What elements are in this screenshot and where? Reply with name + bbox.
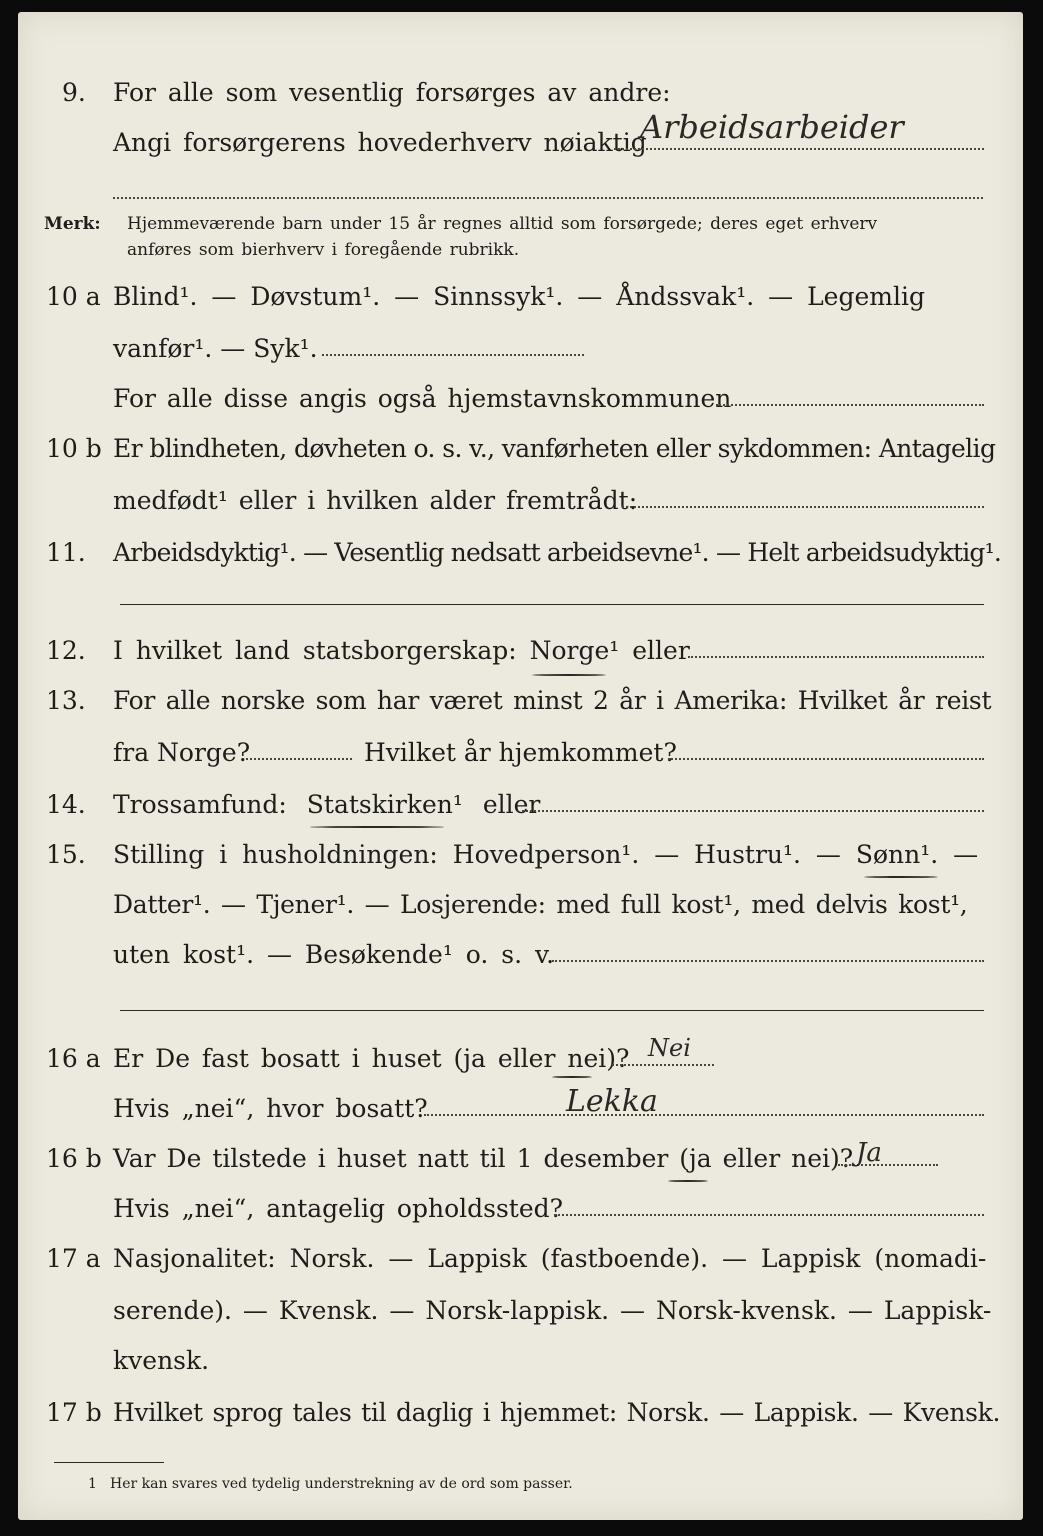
handwritten-answer-9: Arbeidsarbeider [640,108,904,146]
question-16b-line-1: Var De tilstede i huset natt til 1 desember (ja eller nei)? [113,1144,854,1173]
question-16a-line-2: Hvis „nei“, hvor bosatt? [113,1094,428,1123]
answer-line-16b-2 [554,1214,984,1216]
handwritten-answer-16a-2: Lekka [566,1084,658,1119]
question-12-number: 12. [46,636,86,665]
question-13-line-1: For alle norske som har været minst 2 år i Amerika: Hvilket år reist [113,686,992,715]
answer-line-16b-1 [838,1164,938,1166]
separator-rule-15 [120,1010,984,1011]
question-16b-line-2: Hvis „nei“, antagelig opholdssted? [113,1194,564,1223]
separator-rule-11 [120,604,984,605]
question-10a-line-2: vanfør¹. — Syk¹. [113,334,318,363]
footnote-text: Her kan svares ved tydelig understrekning av de ord som passer. [110,1476,573,1492]
question-9-line-2: Angi forsørgerens hovederhverv nøiaktig [113,128,647,157]
question-13-line-2b: Hvilket år hjemkommet? [364,738,677,767]
question-16a-number: 16 a [46,1044,101,1073]
answer-line-10a-b [716,404,984,406]
note-line-1: Hjemmeværende barn under 15 år regnes alltid som forsørgede; deres eget erhverv [127,214,878,234]
answer-line-9b [113,197,983,199]
handwritten-answer-16b-1: Ja [856,1138,882,1168]
underline-ja [668,1180,708,1182]
note-label: Merk: [44,214,101,234]
question-17a-line-3: kvensk. [113,1346,210,1375]
question-16a-line-1: Er De fast bosatt i huset (ja eller nei)? [113,1044,630,1073]
question-12-line-1: I hvilket land statsborgerskap: Norge¹ eller [113,636,690,665]
question-11-line-1: Arbeidsdyktig¹. — Vesentlig nedsatt arbeidsevne¹. — Helt arbeidsudyktig¹. [113,538,1001,567]
question-17b-line-1: Hvilket sprog tales til daglig i hjemmet: Norsk. — Lappisk. — Kvensk. [113,1398,1001,1427]
answer-line-10a [322,354,584,356]
question-10a-number: 10 a [46,282,101,311]
question-14-line-1: Trossamfund: Statskirken¹ eller [113,790,541,819]
question-13-line-2a: fra Norge? [113,738,251,767]
question-17a-line-2: serende). — Kvensk. — Norsk-lappisk. — Norsk-kvensk. — Lappisk- [113,1296,992,1325]
underline-norge [532,674,606,676]
underline-nei [552,1076,592,1078]
underline-sonn [864,876,938,878]
answer-line-10b [622,506,984,508]
answer-line-13-reist [246,758,352,760]
question-15-line-2: Datter¹. — Tjener¹. — Losjerende: med full kost¹, med delvis kost¹, [113,890,968,919]
question-10b-line-1: Er blindheten, døvheten o. s. v., vanførheten eller sykdommen: Antagelig [113,434,996,463]
footnote-mark: 1 [88,1476,97,1492]
note-line-2: anføres som bierhverv i foregående rubrikk. [127,240,520,260]
question-10b-line-2: medfødt¹ eller i hvilken alder fremtrådt: [113,486,638,515]
question-15-line-3: uten kost¹. — Besøkende¹ o. s. v. [113,940,555,969]
question-15-number: 15. [46,840,86,869]
answer-line-16a-1 [612,1064,714,1066]
question-11-number: 11. [46,538,86,567]
answer-line-12 [688,656,984,658]
answer-line-14 [522,810,984,812]
question-10b-number: 10 b [46,434,102,463]
question-16b-number: 16 b [46,1144,102,1173]
underline-statskirken [310,826,444,828]
question-15-line-1: Stilling i husholdningen: Hovedperson¹. — Hustru¹. — Sønn¹. — [113,840,979,869]
question-10a-line-1: Blind¹. — Døvstum¹. — Sinnssyk¹. — Åndssvak¹. — Legemlig [113,282,925,311]
answer-line-15 [552,960,984,962]
question-13-number: 13. [46,686,86,715]
question-17a-line-1: Nasjonalitet: Norsk. — Lappisk (fastboende). — Lappisk (nomadi- [113,1244,987,1273]
question-9-line-1: For alle som vesentlig forsørges av andre: [113,78,671,107]
question-14-number: 14. [46,790,86,819]
answer-line-13-hjemkommet [668,758,984,760]
question-9-number: 9. [62,78,86,107]
question-10a-line-3: For alle disse angis også hjemstavnskommunen [113,384,732,413]
footnote-rule [54,1462,164,1463]
answer-line-9 [614,148,984,150]
question-17a-number: 17 a [46,1244,101,1273]
question-17b-number: 17 b [46,1398,102,1427]
handwritten-answer-16a-1: Nei [648,1034,691,1062]
answer-line-16a-2 [424,1114,984,1116]
